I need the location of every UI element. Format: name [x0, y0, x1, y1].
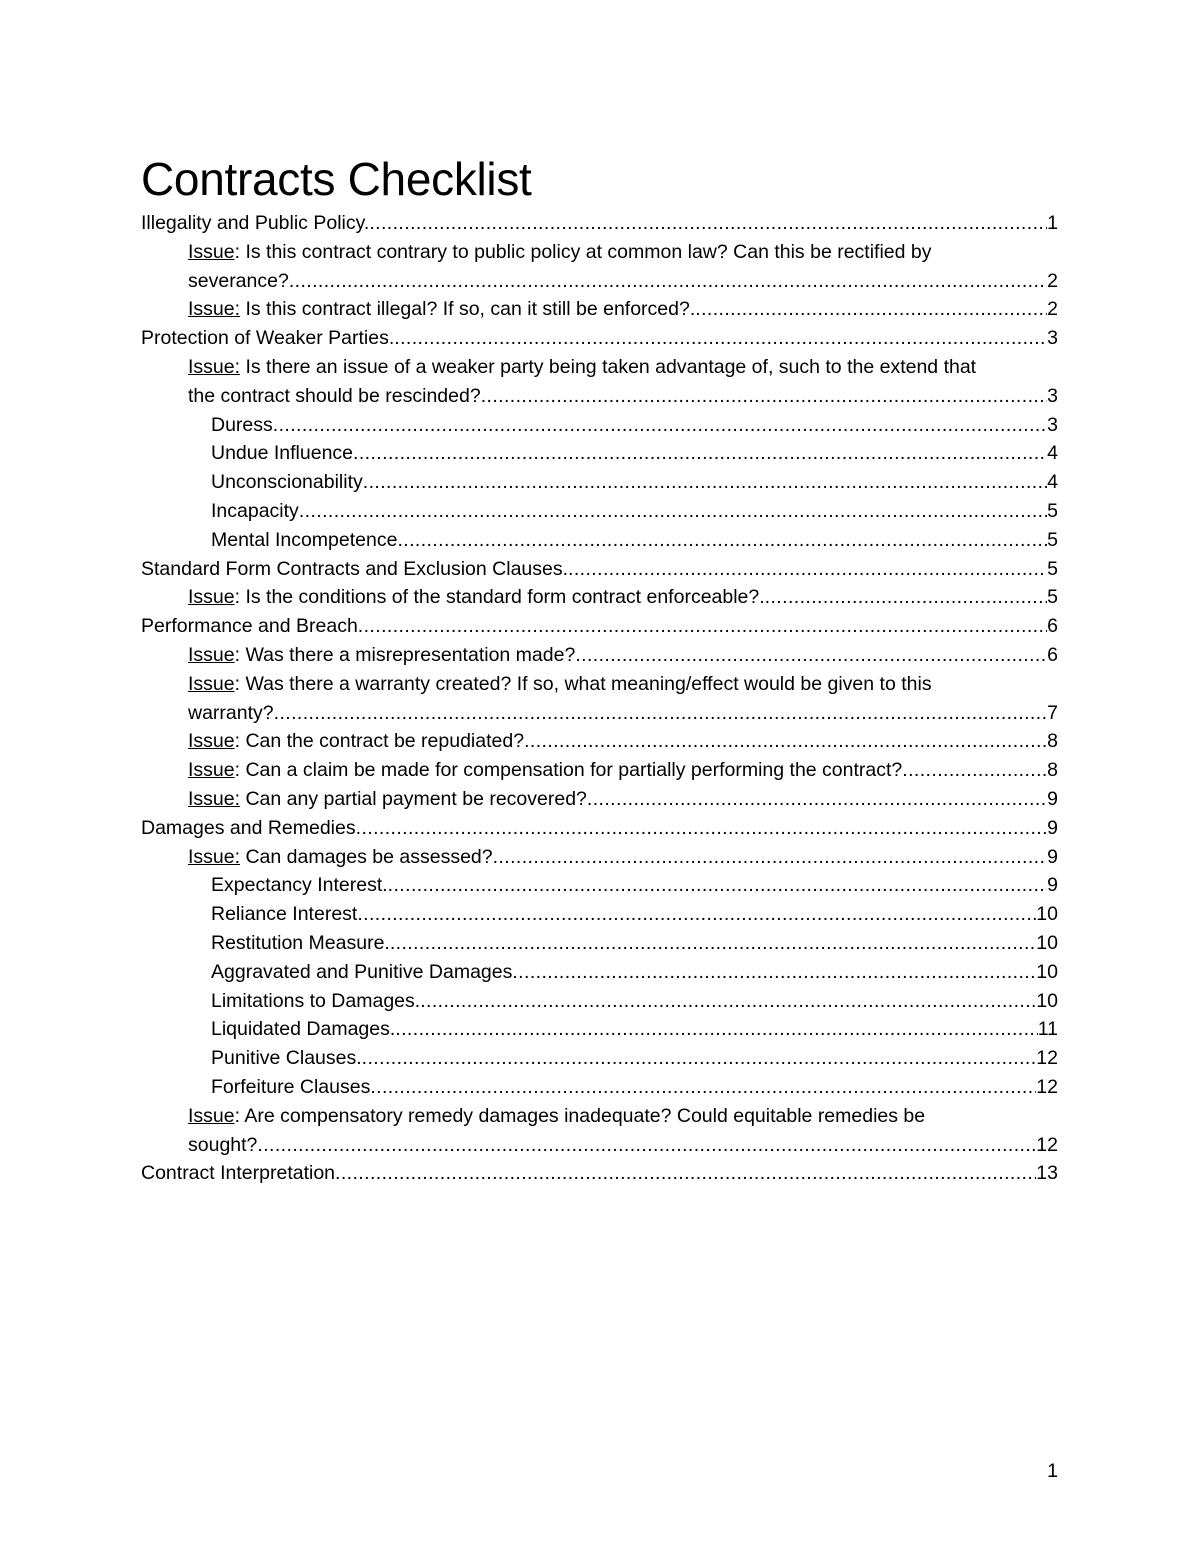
- toc-line: [188, 238, 1058, 267]
- toc-line: [188, 295, 1058, 324]
- issue-label: Issue:: [188, 845, 241, 868]
- toc-entry-text: [188, 641, 575, 670]
- toc-entry-text: [188, 1131, 257, 1160]
- table-of-contents: [141, 209, 1058, 1188]
- issue-colon: :: [234, 759, 241, 782]
- toc-entry-text: [211, 929, 390, 958]
- toc-entry-text: [188, 267, 289, 296]
- toc-entry-text: [211, 411, 273, 440]
- dot-leader: [257, 1131, 1036, 1160]
- toc-issue[interactable]: [141, 843, 1058, 872]
- toc-subsection[interactable]: [141, 497, 1058, 526]
- toc-entry-label: Incapacity: [211, 499, 299, 522]
- toc-issue[interactable]: [141, 727, 1058, 756]
- toc-page-number: 9: [1047, 816, 1058, 839]
- dot-leader: [512, 958, 1036, 987]
- toc-line: [188, 670, 1058, 699]
- dot-leader: [370, 1073, 1036, 1102]
- dot-leader: [289, 267, 1047, 296]
- toc-entry-label: Is the conditions of the standard form contract enforceable?.: [240, 586, 765, 609]
- toc-page-number: 3: [1047, 413, 1058, 436]
- toc-subsection[interactable]: [141, 439, 1058, 468]
- toc-entry-text: [188, 583, 765, 612]
- toc-issue[interactable]: [141, 238, 1058, 296]
- toc-page-number: 4: [1047, 442, 1058, 465]
- toc-entry-label: Is this contract contrary to public policy at common law? Can this be rectified by: [240, 240, 932, 263]
- toc-entry-text: [211, 900, 357, 929]
- toc-entry-text: [211, 497, 299, 526]
- toc-entry-text: [141, 1159, 335, 1188]
- toc-entry-label: sought?: [188, 1133, 258, 1156]
- toc-page-number: 8: [1047, 730, 1058, 753]
- toc-entry-label: Can the contract be repudiated?: [240, 730, 525, 753]
- toc-page-number: 12: [1036, 1075, 1058, 1098]
- dot-leader: [273, 411, 1047, 440]
- toc-page-number: 9: [1047, 787, 1058, 810]
- toc-section[interactable]: [141, 209, 1058, 238]
- toc-entry-label: Standard Form Contracts and Exclusion Clauses.: [141, 557, 569, 580]
- toc-page-number: 10: [1036, 989, 1058, 1012]
- toc-entry-label: Contract Interpretation: [141, 1162, 336, 1185]
- document-title: Contracts Checklist: [141, 153, 532, 205]
- toc-section[interactable]: [141, 555, 1058, 584]
- toc-entry-text: [141, 324, 394, 353]
- toc-entry-label: Was there a misrepresentation made?: [240, 643, 576, 666]
- toc-entry-label: Duress: [211, 413, 273, 436]
- toc-page-number: 10: [1036, 931, 1058, 954]
- toc-page-number: 13: [1036, 1162, 1058, 1185]
- toc-subsection[interactable]: [141, 1073, 1058, 1102]
- toc-entry-label: Limitations to Damages.: [211, 989, 421, 1012]
- toc-line: [188, 583, 1058, 612]
- toc-entry-label: Performance and Breach: [141, 615, 358, 638]
- toc-entry-label: Forfeiture Clauses: [211, 1075, 371, 1098]
- toc-line: [211, 439, 1058, 468]
- toc-subsection[interactable]: [141, 958, 1058, 987]
- toc-issue[interactable]: [141, 353, 1058, 411]
- toc-entry-label: Is there an issue of a weaker party being taken advantage of, such to the extend that: [240, 355, 977, 378]
- toc-subsection[interactable]: [141, 526, 1058, 555]
- toc-entry-label: Illegality and Public Policy.: [141, 212, 370, 234]
- dot-leader: [481, 382, 1047, 411]
- issue-label: Issue: [188, 643, 235, 666]
- toc-entry-label: Unconscionability: [211, 471, 363, 494]
- toc-line: [211, 871, 1058, 900]
- issue-label: Issue: [188, 586, 235, 609]
- toc-entry-label: severance?: [188, 269, 289, 292]
- toc-entry-text: [188, 727, 524, 756]
- dot-leader: [356, 814, 1048, 843]
- toc-entry-text: [211, 1044, 362, 1073]
- toc-entry-label: Liquidated Damages.: [211, 1018, 396, 1041]
- issue-colon: :: [234, 240, 241, 263]
- dot-leader: [394, 324, 1047, 353]
- toc-entry-label: warranty?: [188, 701, 274, 724]
- issue-label: Issue:: [188, 298, 241, 321]
- toc-entry-label: Can any partial payment be recovered?: [240, 787, 587, 810]
- toc-entry-text: [141, 612, 358, 641]
- toc-line: [188, 785, 1058, 814]
- toc-line: [211, 958, 1058, 987]
- toc-issue[interactable]: [141, 756, 1058, 785]
- toc-entry-label: Is this contract illegal? If so, can it still be enforced?.: [240, 298, 696, 321]
- toc-entry-label: Aggravated and Punitive Damages: [211, 960, 513, 983]
- toc-line: [188, 699, 1058, 728]
- toc-entry-label: Undue Influence: [211, 442, 354, 465]
- toc-page-number: 8: [1047, 759, 1058, 782]
- issue-label: Issue: [188, 730, 235, 753]
- toc-issue[interactable]: [141, 1102, 1058, 1160]
- toc-page-number: 11: [1037, 1018, 1058, 1041]
- toc-entry-text: [211, 958, 512, 987]
- toc-line: [211, 468, 1058, 497]
- toc-entry-label: Can damages be assessed?: [240, 845, 493, 868]
- toc-issue[interactable]: [141, 785, 1058, 814]
- toc-subsection[interactable]: [141, 411, 1058, 440]
- toc-page-number: 5: [1047, 528, 1058, 551]
- toc-line: [211, 411, 1058, 440]
- toc-entry-label: Protection of Weaker Parties.: [141, 327, 395, 350]
- dot-leader: [335, 1159, 1036, 1188]
- issue-label: Issue:: [188, 355, 241, 378]
- toc-subsection[interactable]: [141, 929, 1058, 958]
- toc-entry-label: the contract should be rescinded?: [188, 384, 481, 407]
- toc-page-number: 6: [1047, 643, 1058, 666]
- issue-label: Issue:: [188, 787, 241, 810]
- toc-entry-label: Restitution Measure.: [211, 931, 390, 954]
- toc-page-number: 5: [1047, 499, 1058, 522]
- dot-leader: [388, 871, 1047, 900]
- toc-line: [188, 1131, 1058, 1160]
- toc-line: [211, 1073, 1058, 1102]
- toc-issue[interactable]: [141, 583, 1058, 612]
- toc-line: [188, 843, 1058, 872]
- toc-line: [141, 555, 1058, 584]
- toc-entry-text: [188, 756, 902, 785]
- toc-entry-text: [141, 209, 369, 238]
- toc-page-number: 2: [1047, 298, 1058, 321]
- dot-leader: [362, 1044, 1037, 1073]
- toc-entry-label: Can a claim be made for compensation for partially performing the contract?: [240, 759, 903, 782]
- toc-entry-text: [211, 871, 388, 900]
- toc-entry-text: [188, 295, 695, 324]
- toc-page-number: 3: [1047, 327, 1058, 350]
- toc-entry-text: [211, 1015, 395, 1044]
- issue-label: Issue: [188, 672, 235, 695]
- toc-page-number: 12: [1036, 1047, 1058, 1070]
- toc-section[interactable]: [141, 324, 1058, 353]
- toc-page-number: 5: [1047, 557, 1058, 580]
- toc-line: [211, 526, 1058, 555]
- issue-colon: :: [234, 730, 241, 753]
- toc-line: [211, 900, 1058, 929]
- toc-page-number: 1: [1047, 212, 1058, 234]
- dot-leader: [353, 439, 1047, 468]
- toc-entry-text: [188, 785, 587, 814]
- toc-entry-text: [188, 356, 976, 378]
- toc-entry-label: Are compensatory remedy damages inadequate? Could equitable remedies be: [240, 1104, 926, 1127]
- toc-line: [211, 929, 1058, 958]
- toc-page-number: 6: [1047, 615, 1058, 638]
- toc-page-number: 4: [1047, 471, 1058, 494]
- dot-leader: [765, 583, 1047, 612]
- issue-colon: :: [234, 643, 241, 666]
- toc-page-number: 5: [1047, 586, 1058, 609]
- toc-entry-text: [211, 526, 397, 555]
- toc-section[interactable]: [141, 1159, 1058, 1188]
- page-number: 1: [1047, 1460, 1058, 1482]
- toc-section[interactable]: [141, 814, 1058, 843]
- dot-leader: [575, 641, 1047, 670]
- toc-entry-label: Reliance Interest: [211, 903, 358, 926]
- dot-leader: [902, 756, 1047, 785]
- dot-leader: [420, 987, 1036, 1016]
- dot-leader: [695, 295, 1047, 324]
- toc-entry-text: [188, 1105, 925, 1127]
- toc-subsection[interactable]: [141, 1015, 1058, 1044]
- toc-page-number: 9: [1047, 845, 1058, 868]
- dot-leader: [299, 497, 1047, 526]
- issue-colon: :: [234, 586, 241, 609]
- toc-page-number: 2: [1047, 269, 1058, 292]
- toc-entry-text: [188, 241, 932, 263]
- toc-entry-text: [211, 987, 420, 1016]
- toc-line: [211, 1044, 1058, 1073]
- toc-issue[interactable]: [141, 641, 1058, 670]
- toc-subsection[interactable]: [141, 900, 1058, 929]
- toc-line: [188, 641, 1058, 670]
- toc-entry-text: [188, 382, 481, 411]
- dot-leader: [369, 209, 1047, 238]
- dot-leader: [524, 727, 1047, 756]
- toc-page-number: 10: [1036, 960, 1058, 983]
- toc-line: [211, 497, 1058, 526]
- toc-line: [141, 209, 1058, 238]
- toc-entry-label: Punitive Clauses.: [211, 1047, 362, 1070]
- toc-section[interactable]: [141, 612, 1058, 641]
- issue-label: Issue: [188, 759, 235, 782]
- toc-issue[interactable]: [141, 295, 1058, 324]
- toc-line: [211, 1015, 1058, 1044]
- toc-line: [141, 324, 1058, 353]
- toc-line: [188, 727, 1058, 756]
- toc-entry-label: Damages and Remedies: [141, 816, 356, 839]
- issue-colon: :: [234, 672, 241, 695]
- dot-leader: [397, 526, 1047, 555]
- toc-line: [188, 1102, 1058, 1131]
- toc-page-number: 3: [1047, 384, 1058, 407]
- toc-line: [188, 382, 1058, 411]
- toc-page-number: 10: [1036, 903, 1058, 926]
- toc-entry-text: [211, 468, 363, 497]
- dot-leader: [358, 612, 1047, 641]
- toc-page-number: 12: [1036, 1133, 1058, 1156]
- toc-line: [188, 267, 1058, 296]
- toc-entry-label: Mental Incompetence: [211, 528, 398, 551]
- issue-label: Issue: [188, 1104, 235, 1127]
- toc-entry-text: [188, 699, 274, 728]
- dot-leader: [357, 900, 1036, 929]
- toc-entry-text: [188, 673, 932, 695]
- toc-line: [141, 612, 1058, 641]
- toc-subsection[interactable]: [141, 871, 1058, 900]
- dot-leader: [274, 699, 1048, 728]
- toc-entry-text: [211, 439, 353, 468]
- toc-subsection[interactable]: [141, 468, 1058, 497]
- toc-subsection[interactable]: [141, 1044, 1058, 1073]
- toc-line: [188, 756, 1058, 785]
- dot-leader: [363, 468, 1047, 497]
- toc-line: [141, 1159, 1058, 1188]
- dot-leader: [390, 929, 1036, 958]
- toc-line: [211, 987, 1058, 1016]
- dot-leader: [493, 843, 1048, 872]
- issue-label: Issue: [188, 240, 235, 263]
- toc-subsection[interactable]: [141, 987, 1058, 1016]
- dot-leader: [568, 555, 1047, 584]
- toc-page-number: 7: [1047, 701, 1058, 724]
- toc-issue[interactable]: [141, 670, 1058, 728]
- toc-entry-label: Expectancy Interest.: [211, 874, 388, 897]
- issue-colon: :: [234, 1104, 241, 1127]
- toc-line: [188, 353, 1058, 382]
- toc-entry-text: [141, 814, 356, 843]
- toc-line: [141, 814, 1058, 843]
- toc-entry-label: Was there a warranty created? If so, what meaning/effect would be given to this: [240, 672, 932, 695]
- toc-entry-text: [141, 555, 568, 584]
- toc-page-number: 9: [1047, 874, 1058, 897]
- dot-leader: [395, 1015, 1037, 1044]
- toc-entry-text: [211, 1073, 370, 1102]
- toc-entry-text: [188, 843, 493, 872]
- dot-leader: [587, 785, 1047, 814]
